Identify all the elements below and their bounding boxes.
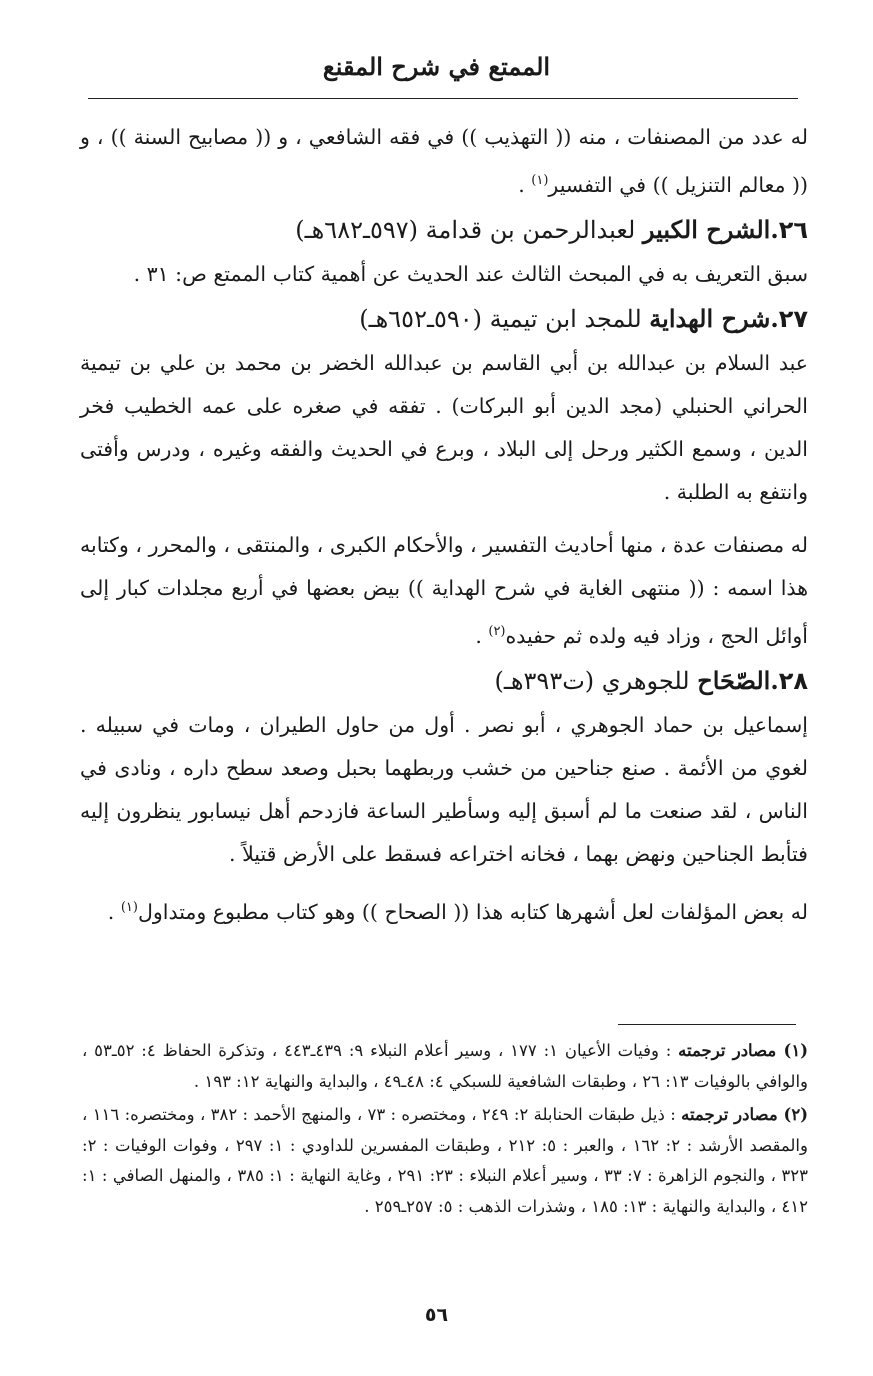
footnote-ref: (١) [120,899,138,915]
entry-author: للمجد ابن تيمية (٥٩٠ـ٦٥٢هـ) [359,304,650,333]
entry-author: لعبدالرحمن بن قدامة (٥٩٧ـ٦٨٢هـ) [295,215,643,244]
entry-28-works [80,886,808,934]
running-header-title: الممتع في شرح المقنع [322,52,551,81]
intro-end: . [518,172,532,197]
entry-number: ٢٦ [778,215,808,244]
footnotes-section [82,1036,808,1222]
entry-title: .الصّحَاح [697,665,779,695]
entry-27-works [80,524,808,658]
footnote-text: : ذيل طبقات الحنابلة ٢: ٢٤٩ ، ومختصره : ٧٣ ، والمنهج الأحمد : ٣٨٢ ، ومختصره: ١١٦ ، والمقصد الأرشد : ٢: ١٦٢ ، والعبر : ٥: ٢١٢ ، وطبقات المفسرين للداودي : ١: ٢٩٧ ، وفوات الوفيات : ٢: ٣٢٣ ، والنجوم الزاهرة : ٧: ٣٣ ، وسير أعلام النبلاء : ٢٣: ٢٩١ ، وغاية النهاية : ١: ٣٨٥ ، والمنهل الصافي : ١: ٤١٢ ، والبداية والنهاية : ١٣: ١٨٥ ، وشذرات الذهب : ٥: ٢٥٧ـ٢٥٩ . [82,1105,808,1216]
entry-number: ٢٧ [778,304,808,333]
footnote-text: : وفيات الأعيان ١: ١٧٧ ، وسير أعلام النبلاء ٩: ٤٣٩ـ٤٤٣ ، وتذكرة الحفاظ ٤: ٥٢ـ٥٣ ، والوافي بالوفيات ١٣: ٢٦ ، وطبقات الشافعية للسبكي ٤: ٤٨ـ٤٩ ، والبداية والنهاية ١٢: ١٩٣ . [82,1041,808,1091]
entry-28-biography: إسماعيل بن حماد الجوهري ، أبو نصر . أول من حاول الطيران ، ومات في سبيله . لغوي من الأئمة . صنع جناحين من خشب وربطهما بحبل وصعد سطح داره ، ونادى في الناس ، لقد صنعت ما لم أسبق إليه وسأطير الساعة فازدحم أهل نيسابور ينظرون إليه فتأبط الجناحين ونهض بهما ، فخانه اختراعه فسقط على الأرض قتيلاً . [80,712,808,866]
footnote-2 [82,1100,808,1222]
page-number: ٥٦ [424,1304,449,1326]
works-text: له بعض المؤلفات لعل أشهرها كتابه هذا (( الصحاح )) وهو كتاب مطبوع ومتداول [137,899,808,924]
entry-26-paragraph: سبق التعريف به في المبحث الثالث عند الحديث عن أهمية كتاب الممتع ص: ٣١ . [133,261,808,286]
entry-heading-26 [80,207,808,253]
header-divider [88,98,798,99]
entry-heading-27 [80,296,808,342]
footnote-ref: (١) [531,173,549,188]
intro-paragraph [80,116,808,207]
entry-27-biography: عبد السلام بن عبدالله بن أبي القاسم بن عبدالله الخضر بن محمد بن علي بن تيمية الحراني الحنبلي (مجد الدين أبو البركات) . تفقه في صغره على عمه الخطيب فخر الدين ، وسمع الكثير ورحل إلى البلاد ، وبرع في الحديث والفقه وغيره ، ودرس وأفتى وانتفع به الطلبة . [80,350,808,504]
intro-text: له عدد من المصنفات ، منه (( التهذيب )) في فقه الشافعي ، و (( مصابيح السنة )) ، و (( معالم التنزيل )) في التفسير [80,125,808,197]
footnote-1 [82,1036,808,1097]
footnote-label: (٢) مصادر ترجمته [681,1105,808,1124]
footnote-divider [618,1024,796,1025]
entry-heading-28 [80,658,808,704]
entry-number: ٢٨ [778,666,808,695]
footnote-label: (١) مصادر ترجمته [678,1041,809,1060]
works-end: . [475,623,489,648]
entry-title: .الشرح الكبير [642,214,779,244]
entry-title: .شرح الهداية [649,303,779,333]
works-text: له مصنفات عدة ، منها أحاديث التفسير ، والأحكام الكبرى ، والمنتقى ، والمحرر ، وكتابه هذا اسمه : (( منتهى الغاية في شرح الهداية )) بيض بعضها في أربع مجلدات كبار إلى أوائل الحج ، وزاد فيه ولده ثم حفيده [80,532,808,648]
main-text [80,116,808,933]
footnote-ref: (٢) [488,623,506,639]
entry-author: للجوهري (ت٣٩٣هـ) [494,666,698,695]
works-end: . [107,899,121,924]
